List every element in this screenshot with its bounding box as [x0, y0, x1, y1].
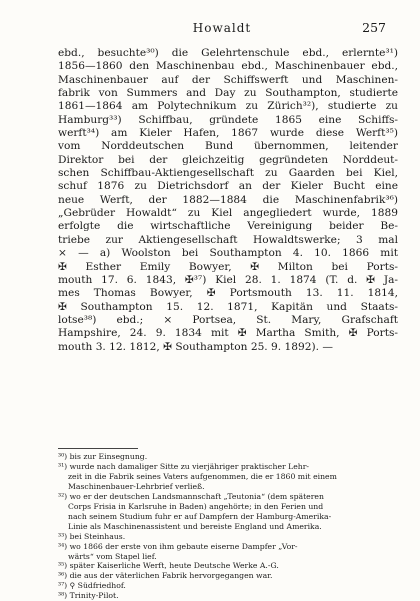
text-line: mes Thomas Bowyer, ✠ Portsmouth 13. 11. 1814, — [58, 287, 398, 300]
footnote-line: wärts“ vom Stapel lief. — [68, 551, 157, 561]
footnote-divider — [58, 448, 138, 449]
text-line: Maschinenbauer auf der Schiffswerft und Maschinen- — [58, 73, 398, 86]
text-line: × — a) Woolston bei Southampton 4. 10. 1866 mit — [58, 247, 398, 260]
footnote-line: ³⁰) bis zur Einsegnung. — [58, 452, 148, 461]
footnote-line: ³⁶) die aus der väterlichen Fabrik hervorgegangen war. — [58, 571, 273, 581]
text-line: ebd., besuchte³⁰) die Gelehrtenschule ebd., erlernte³¹) — [58, 47, 398, 59]
text-line: 1861—1864 am Polytechnikum zu Zürich³²), studierte zu — [58, 100, 398, 113]
footnote-line: ³⁷) ⚲ Südfriedhof. — [58, 581, 126, 591]
running-head: Howaldt — [192, 21, 252, 35]
text-line: ✠ Southampton 15. 12. 1871, Kapitän und Staats- — [58, 300, 398, 313]
footnote-line: zeit in die Fabrik seines Vaters aufgenommen, die er 1860 mit einem — [68, 471, 337, 481]
text-line: vom Norddeutschen Bund übernommen, leitender — [58, 140, 398, 153]
text-line: erfolgte die wirtschaftliche Vereinigung beider Be- — [58, 220, 398, 233]
footnote-line: Corps Frisia in Karlsruhe in Baden) angehörte; in den Ferien und — [68, 501, 324, 511]
text-line: „Gebrüder Howaldt“ zu Kiel angegliedert wurde, 1889 — [58, 207, 398, 220]
text-line: lotse³⁸) ebd.; × Portsea, St. Mary, Grafschaft — [58, 313, 398, 326]
text-line: fabrik von Summers and Day zu Southampton, studierte — [58, 87, 398, 100]
footnote-line: Maschinenbauer-Lehrbrief verließ. — [68, 481, 205, 491]
text-line: schuf 1876 zu Dietrichsdorf an der Kieler Bucht eine — [58, 180, 398, 193]
page-number: 257 — [362, 20, 386, 35]
footnote-line: ³²) wo er der deutschen Landsmannschaft „Teutonia“ (dem späteren — [58, 491, 324, 501]
footnote-line: ³¹) wurde nach damaliger Sitte zu vierjähriger praktischer Lehr- — [58, 461, 309, 471]
text-line: Direktor bei der gleichzeitig gegründeten Norddeut- — [58, 153, 398, 166]
text-line: ✠ Esther Emily Bowyer, ✠ Milton bei Ports- — [58, 260, 398, 273]
footnote-line: ³⁵) später Kaiserliche Werft, heute Deutsche Werke A.-G. — [58, 561, 279, 571]
page-header — [58, 20, 386, 36]
footnote-line: ³⁴) wo 1866 der erste von ihm gebaute eiserne Dampfer „Vor- — [58, 541, 298, 551]
text-line: werft³⁴) am Kieler Hafen, 1867 wurde diese Werft³⁵) — [58, 127, 398, 140]
text-line: Hamburg³³) Schiffbau, gründete 1865 eine Schiffs- — [58, 113, 398, 126]
text-line: neue Werft, der 1882—1884 die Maschinenfabrik³⁶) — [58, 193, 398, 206]
text-line: triebe zur Aktiengesellschaft Howaldtswerke; 3 mal — [58, 233, 398, 246]
text-line: mouth 17. 6. 1843, ✠³⁷) Kiel 28. 1. 1874 (T. d. ✠ Ja- — [58, 273, 398, 286]
footnote-line: Linie als Maschinenassistent und bereiste England und Amerika. — [68, 521, 322, 531]
footnote-line: nach seinem Studium fuhr er auf Dampfern der Hamburg-Amerika- — [68, 511, 332, 521]
footnotes — [58, 452, 398, 601]
text-line: schen Schiffbau-Aktiengesellschaft zu Gaarden bei Kiel, — [58, 167, 398, 180]
main-text — [58, 47, 398, 354]
footnote-line: ³³) bei Steinhaus. — [58, 531, 126, 541]
footnote-line: ³⁸) Trinity-Pilot. — [58, 591, 119, 601]
text-line: 1856—1860 den Maschinenbau ebd., Maschinenbauer ebd., — [58, 60, 398, 73]
text-line: Hampshire, 24. 9. 1834 mit ✠ Martha Smith, ✠ Ports- — [58, 327, 398, 340]
text-line: mouth 3. 12. 1812, ✠ Southampton 25. 9. 1892). — — [58, 340, 333, 353]
